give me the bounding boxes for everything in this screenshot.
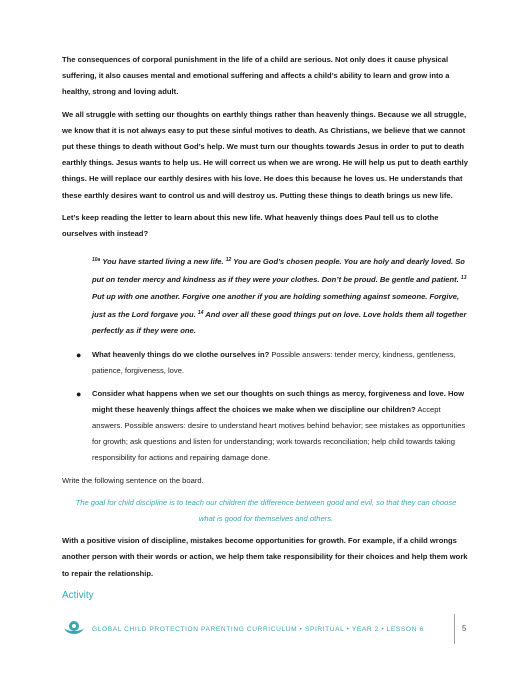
verse-number: 14 [197,309,204,316]
question-text: What heavenly things do we clothe ourselves in? [92,350,270,360]
footer-divider [454,614,455,644]
page-footer [62,614,482,644]
verse-text: You are God’s chosen people. You are holy and dearly loved. So put on tender mercy and kindness as if they were your clothes. Don’t be proud. Be gentle and patient. [92,257,465,285]
paragraph-keep-reading: Let’s keep reading the letter to learn about this new life. What heavenly things does Paul tell us to clothe ourselves with instead? [62,212,439,239]
hands-globe-logo-icon [62,616,86,640]
paragraph-consequences: The consequences of corporal punishment in the life of a child are serious. Not only does it cause physical suffering, it also causes mental and emotional suffering and affects a child’s ability to learn and grow into a healthy, strong and loving adult. [62,55,450,97]
list-item [62,386,470,467]
paragraph-positive-vision: With a positive vision of discipline, mistakes become opportunities for growth. For example, if a child wrongs another person with their words or action, we help them take responsibility for their choices and help them work to repair the relationship. [62,536,468,578]
list-item [62,347,470,379]
bullet-icon: ● [76,350,82,361]
verse-number: 12 [225,257,232,264]
question-text: Consider what happens when we set our thoughts on such things as mercy, forgiveness and love. How might these heavenly things affect the choices we make when we discipline our children? [92,388,465,414]
question-list [62,347,470,466]
verse-text: And over all these good things put on love. Love holds them all together perfectly as if they were one. [92,309,467,336]
scripture-quote [92,252,470,339]
page-number: 5 [462,624,467,633]
board-sentence: The goal for child discipline is to teach our children the difference between good and evil, so that they can choose what is good for themselves and others. [75,497,457,524]
instruction-text: Write the following sentence on the board. [62,475,204,485]
verse-number: 13 [460,275,467,282]
answer-text: Accept answers. Possible answers: desire to understand heart motives behind behavior; see mistakes as opportunities for growth; ask questions and listen for understanding; work towards reconciliation; help child towards taking responsibility for actions and repairing damage done. [92,404,466,463]
page-content [62,52,470,604]
verse-text: Put up with one another. Forgive one another if you are holding something against someone. Forgive, just as the Lord forgave you. [92,291,460,319]
answer-text: Possible answers: tender mercy, kindness, gentleness, patience, forgiveness, love. [92,350,456,376]
paragraph-struggle: We all struggle with setting our thoughts on earthly things rather than heavenly things. Because we all struggle, we know that it is not always easy to put these sinful motives to death. As Christians, we believe that we cannot put these things to death without God’s help. We must turn our thoughts towards Jesus in order to put to death earthly things. Jesus wants to help us. He will correct us when we are wrong. He will help us put to death earthly things. He will replace our earthly desires with his love. He does this because he loves us. He understands that these earthly desires want to control us and will destroy us. Putting these things to death brings us new life. [62,109,468,200]
verse-text: You have started living a new life. [100,257,226,267]
verse-number: 10a [92,257,101,264]
section-heading-activity: Activity [62,589,94,601]
bullet-icon: ● [76,388,82,399]
footer-curriculum-text: GLOBAL CHILD PROTECTION PARENTING CURRICULUM • SPIRITUAL • YEAR 2 • LESSON 6 [92,626,424,633]
